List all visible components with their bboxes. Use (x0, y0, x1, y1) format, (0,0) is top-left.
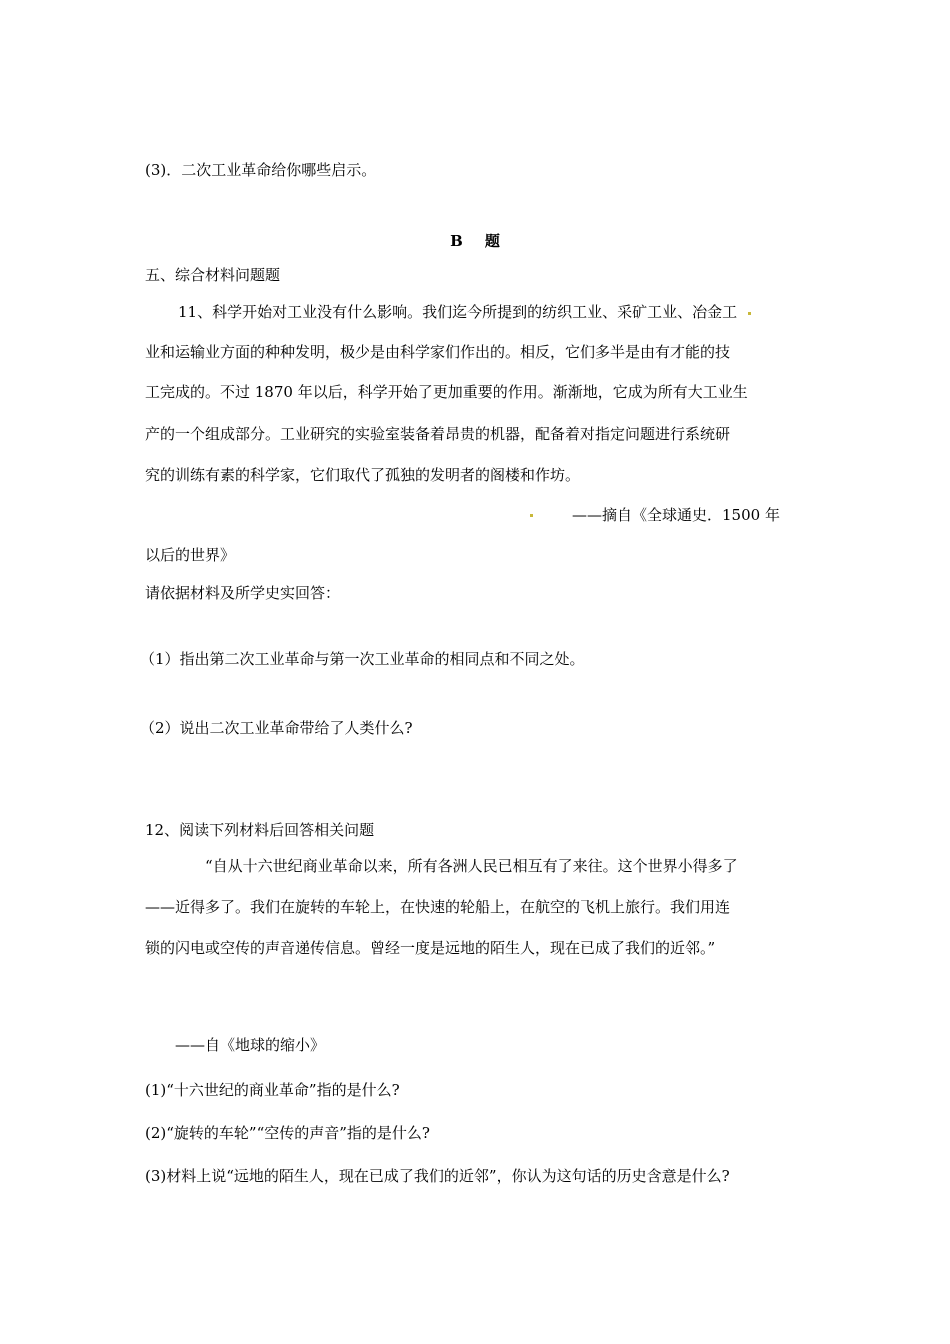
question-3-text: (3)．二次工业革命给你哪些启示。 (145, 161, 377, 179)
section-heading: 五、综合材料问题题 (145, 266, 281, 284)
q11-paragraph-line: 产的一个组成部分。工业研究的实验室装备着昂贵的机器，配备着对指定问题进行系统研 (145, 425, 731, 443)
q11-paragraph-line: 11、科学开始对工业没有什么影响。我们迄今所提到的纺织工业、采矿工业、冶金工 (178, 303, 738, 321)
q12-quote-line: 锁的闪电或空传的声音递传信息。曾经一度是远地的陌生人，现在已成了我们的近邻。” (145, 939, 716, 957)
q11-sub-question-1: （1）指出第二次工业革命与第一次工业革命的相同点和不同之处。 (140, 650, 585, 668)
q11-paragraph-line: 究的训练有素的科学家，它们取代了孤独的发明者的阁楼和作坊。 (145, 466, 581, 484)
q11-paragraph-line: 业和运输业方面的种种发明，极少是由科学家们作出的。相反，它们多半是由有才能的技 (145, 343, 731, 361)
section-b-letter: B (450, 232, 463, 250)
q12-sub-question-1: (1)“十六世纪的商业革命”指的是什么? (145, 1081, 400, 1099)
section-b-char: 题 (484, 232, 500, 250)
q12-sub-question-2: (2)“旋转的车轮”“空传的声音”指的是什么? (145, 1124, 430, 1142)
q12-sub-question-3: (3)材料上说“远地的陌生人，现在已成了我们的近邻”，你认为这句话的历史含意是什么? (145, 1167, 730, 1185)
q12-source: ——自《地球的缩小》 (175, 1036, 326, 1054)
q11-paragraph-line: 工完成的。不过 1870 年以后，科学开始了更加重要的作用。渐渐地，它成为所有大工业生 (145, 383, 748, 401)
section-b-title (0, 230, 950, 251)
stray-dot (530, 514, 533, 517)
q12-quote-line: ——近得多了。我们在旋转的车轮上，在快速的轮船上，在航空的飞机上旅行。我们用连 (145, 898, 731, 916)
q11-sub-question-2: （2）说出二次工业革命带给了人类什么? (140, 719, 413, 737)
q12-quote-line: “自从十六世纪商业革命以来，所有各洲人民已相互有了来往。这个世界小得多了 (205, 857, 738, 875)
stray-dot (748, 312, 751, 315)
q12-heading: 12、阅读下列材料后回答相关问题 (145, 821, 375, 839)
q11-source-line: 以后的世界》 (145, 546, 236, 564)
q11-prompt: 请依据材料及所学史实回答： (145, 584, 341, 602)
q11-source-line: ——摘自《全球通史．1500 年 (572, 506, 780, 524)
